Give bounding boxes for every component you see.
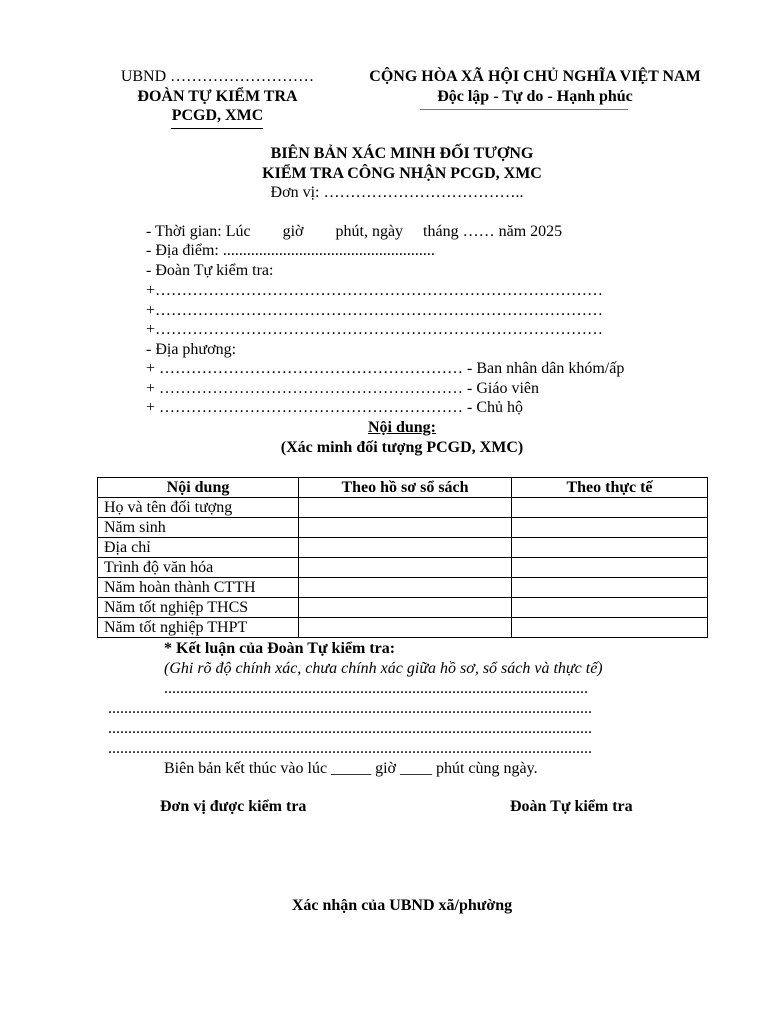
team-title-line2: PCGD, XMC: [171, 107, 264, 124]
conclusion-note: (Ghi rõ độ chính xác, chưa chính xác giữa hồ sơ, sổ sách và thực tế): [164, 660, 603, 677]
actual-cell[interactable]: [512, 518, 708, 538]
table-row: [98, 538, 708, 558]
actual-cell[interactable]: [512, 498, 708, 518]
records-cell[interactable]: [299, 538, 512, 558]
records-cell[interactable]: [299, 498, 512, 518]
actual-cell[interactable]: [512, 578, 708, 598]
row-label: Năm tốt nghiệp THPT: [98, 618, 299, 638]
table-row: [98, 618, 708, 638]
actual-cell[interactable]: [512, 598, 708, 618]
unit-line: Đơn vị: ………………………………..: [270, 184, 524, 201]
end-time-line: Biên bản kết thúc vào lúc _____ giờ ____ phút cùng ngày.: [164, 760, 538, 777]
records-cell[interactable]: [299, 578, 512, 598]
local-line-household: + ………………………………………………… - Chủ hộ: [146, 399, 524, 416]
content-heading: Nội dung:: [367, 419, 437, 436]
conclusion-dots-line: .........................................................................................................................: [108, 740, 592, 757]
verification-table: [97, 477, 708, 638]
local-field: - Địa phương:: [146, 341, 237, 358]
signature-commune-confirmation: Xác nhận của UBND xã/phường: [291, 897, 513, 914]
table-header-row: [98, 478, 708, 498]
signature-inspected-unit: Đơn vị được kiểm tra: [160, 798, 307, 815]
header-left-underline: [171, 128, 263, 129]
team-member-line: +…………………………………………………………………………: [146, 282, 604, 299]
records-cell[interactable]: [299, 558, 512, 578]
row-label: Năm hoàn thành CTTH: [98, 578, 299, 598]
national-motto: Độc lập - Tự do - Hạnh phúc: [437, 88, 633, 105]
header-right-underline: [420, 109, 628, 110]
team-member-line: +…………………………………………………………………………: [146, 321, 604, 338]
column-header-actual: Theo thực tế: [512, 478, 708, 498]
column-header-records: Theo hồ sơ sổ sách: [299, 478, 512, 498]
signature-inspection-team: Đoàn Tự kiểm tra: [510, 798, 633, 815]
column-header-content: Nội dung: [98, 478, 299, 498]
local-line-hamlet: + ………………………………………………… - Ban nhân dân khóm/ấp: [146, 360, 625, 377]
content-subheading: (Xác minh đối tượng PCGD, XMC): [280, 439, 524, 456]
table-row: [98, 598, 708, 618]
row-label: Địa chỉ: [98, 538, 299, 558]
actual-cell[interactable]: [512, 538, 708, 558]
team-title-line1: ĐOÀN TỰ KIỂM TRA: [137, 88, 298, 105]
conclusion-dots-line: ..........................................................................................................: [164, 680, 588, 697]
team-field: - Đoàn Tự kiểm tra:: [146, 262, 274, 279]
conclusion-dots-line: .........................................................................................................................: [108, 720, 592, 737]
conclusion-dots-line: .........................................................................................................................: [108, 700, 592, 717]
agency-name: UBND ………………………: [120, 68, 315, 85]
records-cell[interactable]: [299, 518, 512, 538]
table-row: [98, 518, 708, 538]
row-label: Họ và tên đối tượng: [98, 498, 299, 518]
time-field: - Thời gian: Lúc giờ phút, ngày tháng …… năm 2025: [146, 223, 563, 240]
records-cell[interactable]: [299, 618, 512, 638]
document-title-line2: KIỂM TRA CÔNG NHẬN PCGD, XMC: [262, 165, 542, 182]
actual-cell[interactable]: [512, 558, 708, 578]
team-member-line: +…………………………………………………………………………: [146, 302, 604, 319]
row-label: Trình độ văn hóa: [98, 558, 299, 578]
table-row: [98, 558, 708, 578]
country-name: CỘNG HÒA XÃ HỘI CHỦ NGHĨA VIỆT NAM: [369, 68, 701, 85]
row-label: Năm tốt nghiệp THCS: [98, 598, 299, 618]
table-row: [98, 498, 708, 518]
local-line-teacher: + ………………………………………………… - Giáo viên: [146, 380, 539, 397]
actual-cell[interactable]: [512, 618, 708, 638]
document-title-line1: BIÊN BẢN XÁC MINH ĐỐI TƯỢNG: [270, 145, 534, 162]
row-label: Năm sinh: [98, 518, 299, 538]
table-row: [98, 578, 708, 598]
place-field: - Địa điểm: .....................................................: [146, 242, 435, 259]
records-cell[interactable]: [299, 598, 512, 618]
conclusion-heading: * Kết luận của Đoàn Tự kiểm tra:: [164, 640, 396, 657]
